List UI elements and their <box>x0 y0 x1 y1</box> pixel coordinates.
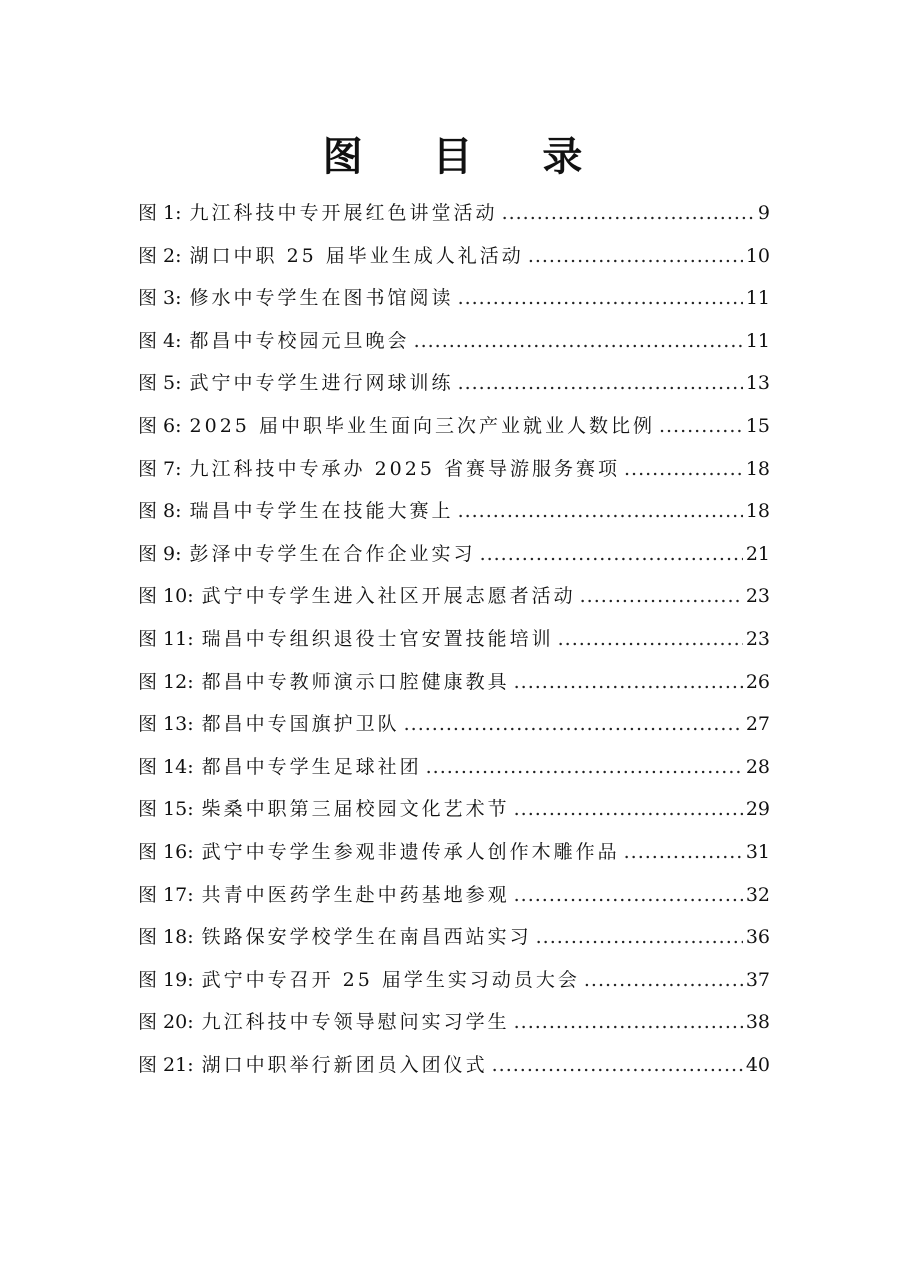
page-number: 15 <box>745 414 770 437</box>
figure-label: 图 16 <box>138 840 188 863</box>
dot-leader <box>426 746 743 789</box>
figure-label: 图 13 <box>138 713 188 736</box>
page-number: 23 <box>745 585 770 608</box>
label-separator: : <box>187 1011 194 1034</box>
toc-entry[interactable] <box>138 235 770 278</box>
toc-entry[interactable] <box>138 874 770 917</box>
figure-label: 图 10 <box>138 585 188 608</box>
label-separator: : <box>175 287 182 310</box>
page-number: 11 <box>745 329 770 352</box>
dot-leader <box>580 575 743 618</box>
dot-leader <box>458 490 743 533</box>
toc-entry[interactable] <box>138 448 770 491</box>
figure-caption: 2025 届中职毕业生面向三次产业就业人数比例 <box>189 414 655 437</box>
figure-label: 图 1 <box>138 202 176 224</box>
figure-caption: 湖口中职举行新团员入团仪式 <box>201 1053 488 1076</box>
toc-entry[interactable] <box>138 916 770 959</box>
figure-caption: 彭泽中专学生在合作企业实习 <box>189 542 476 565</box>
page-number: 10 <box>745 244 770 267</box>
label-separator: : <box>187 840 194 863</box>
dot-leader <box>414 320 743 363</box>
page-number: 40 <box>745 1053 770 1076</box>
figure-label: 图 17 <box>138 883 188 906</box>
dot-leader <box>404 703 743 746</box>
toc-entry[interactable] <box>138 746 770 789</box>
label-separator: : <box>187 968 194 991</box>
toc-entry[interactable] <box>138 1001 770 1044</box>
toc-entry[interactable] <box>138 831 770 874</box>
toc-entry[interactable] <box>138 618 770 661</box>
toc-entry[interactable] <box>138 575 770 618</box>
label-separator: : <box>175 372 182 395</box>
figure-caption: 武宁中专学生进行网球训练 <box>189 372 454 395</box>
label-separator: : <box>187 926 194 949</box>
figure-caption: 柴桑中职第三届校园文化艺术节 <box>201 798 510 821</box>
page-number: 18 <box>745 500 770 523</box>
page-number: 13 <box>745 372 770 395</box>
toc-entry[interactable] <box>138 959 770 1002</box>
dot-leader <box>480 533 743 576</box>
dot-leader <box>659 405 743 448</box>
figure-label: 图 18 <box>138 926 188 949</box>
label-separator: : <box>187 713 194 736</box>
figure-caption: 都昌中专校园元旦晚会 <box>189 329 410 352</box>
label-separator: : <box>187 670 194 693</box>
figure-caption: 武宁中专学生参观非遗传承人创作木雕作品 <box>201 840 620 863</box>
label-separator: : <box>175 457 182 480</box>
page-title: 图 目 录 <box>322 132 611 180</box>
label-separator: : <box>175 329 182 352</box>
figure-label: 图 8 <box>138 500 176 523</box>
figure-caption: 都昌中专国旗护卫队 <box>201 713 400 736</box>
figure-caption: 修水中专学生在图书馆阅读 <box>189 287 454 310</box>
toc-entry[interactable] <box>138 788 770 831</box>
label-separator: : <box>187 883 194 906</box>
figure-caption: 共青中医药学生赴中药基地参观 <box>201 883 510 906</box>
label-separator: : <box>187 755 194 778</box>
figure-label: 图 19 <box>138 968 188 991</box>
figure-caption: 瑞昌中专学生在技能大赛上 <box>189 500 454 523</box>
dot-leader <box>528 235 743 278</box>
figure-caption: 武宁中专召开 25 届学生实习动员大会 <box>201 968 580 991</box>
toc-entry[interactable] <box>138 533 770 576</box>
figure-label: 图 7 <box>138 457 176 480</box>
figure-caption: 湖口中职 25 届毕业生成人礼活动 <box>189 244 524 267</box>
figure-label: 图 14 <box>138 755 188 778</box>
label-separator: : <box>187 798 194 821</box>
figure-caption: 九江科技中专承办 2025 省赛导游服务赛项 <box>189 457 620 480</box>
toc-entry[interactable] <box>138 405 770 448</box>
page-number: 38 <box>745 1011 770 1034</box>
page-number: 11 <box>745 287 770 310</box>
label-separator: : <box>187 1053 194 1076</box>
label-separator: : <box>175 542 182 565</box>
toc-entry[interactable] <box>138 320 770 363</box>
figure-label: 图 12 <box>138 670 188 693</box>
figure-label: 图 2 <box>138 244 176 267</box>
label-separator: : <box>175 414 182 437</box>
dot-leader <box>624 831 743 874</box>
dot-leader <box>624 448 743 491</box>
dot-leader <box>492 1044 743 1087</box>
page-number: 37 <box>745 968 770 991</box>
toc-entry[interactable] <box>138 1044 770 1087</box>
figure-caption: 九江科技中专领导慰问实习学生 <box>201 1011 510 1034</box>
label-separator: : <box>187 627 194 650</box>
page-number: 9 <box>757 202 770 224</box>
dot-leader <box>514 1001 743 1044</box>
toc-entry[interactable] <box>138 661 770 704</box>
figure-label: 图 21 <box>138 1053 188 1076</box>
page-number: 31 <box>745 840 770 863</box>
dot-leader <box>514 788 743 831</box>
figure-label: 图 4 <box>138 329 176 352</box>
page-number: 18 <box>745 457 770 480</box>
toc-entry[interactable] <box>138 192 770 235</box>
figure-caption: 铁路保安学校学生在南昌西站实习 <box>201 926 532 949</box>
page-number: 32 <box>745 883 770 906</box>
figure-caption: 九江科技中专开展红色讲堂活动 <box>189 202 498 224</box>
label-separator: : <box>187 585 194 608</box>
dot-leader <box>536 916 743 959</box>
dot-leader <box>514 874 743 917</box>
dot-leader <box>502 192 755 235</box>
figure-label: 图 5 <box>138 372 176 395</box>
figure-list <box>138 192 770 1086</box>
dot-leader <box>514 661 743 704</box>
figure-caption: 都昌中专教师演示口腔健康教具 <box>201 670 510 693</box>
page-number: 28 <box>745 755 770 778</box>
toc-entry[interactable] <box>138 277 770 320</box>
toc-entry[interactable] <box>138 362 770 405</box>
page-number: 23 <box>745 627 770 650</box>
figure-label: 图 11 <box>138 627 188 650</box>
figure-label: 图 3 <box>138 287 176 310</box>
label-separator: : <box>175 244 182 267</box>
label-separator: : <box>175 500 182 523</box>
figure-caption: 瑞昌中专组织退役士官安置技能培训 <box>201 627 554 650</box>
figure-label: 图 6 <box>138 414 176 437</box>
page-number: 21 <box>745 542 770 565</box>
figure-caption: 都昌中专学生足球社团 <box>201 755 422 778</box>
toc-entry[interactable] <box>138 490 770 533</box>
label-separator: : <box>175 202 182 224</box>
page-number: 27 <box>745 713 770 736</box>
toc-entry[interactable] <box>138 703 770 746</box>
figure-label: 图 9 <box>138 542 176 565</box>
page-number: 26 <box>745 670 770 693</box>
dot-leader <box>458 362 743 405</box>
dot-leader <box>584 959 743 1002</box>
page-number: 36 <box>745 926 770 949</box>
dot-leader <box>458 277 743 320</box>
figure-caption: 武宁中专学生进入社区开展志愿者活动 <box>201 585 576 608</box>
dot-leader <box>558 618 743 661</box>
figure-label: 图 15 <box>138 798 188 821</box>
page-number: 29 <box>745 798 770 821</box>
figure-label: 图 20 <box>138 1011 188 1034</box>
